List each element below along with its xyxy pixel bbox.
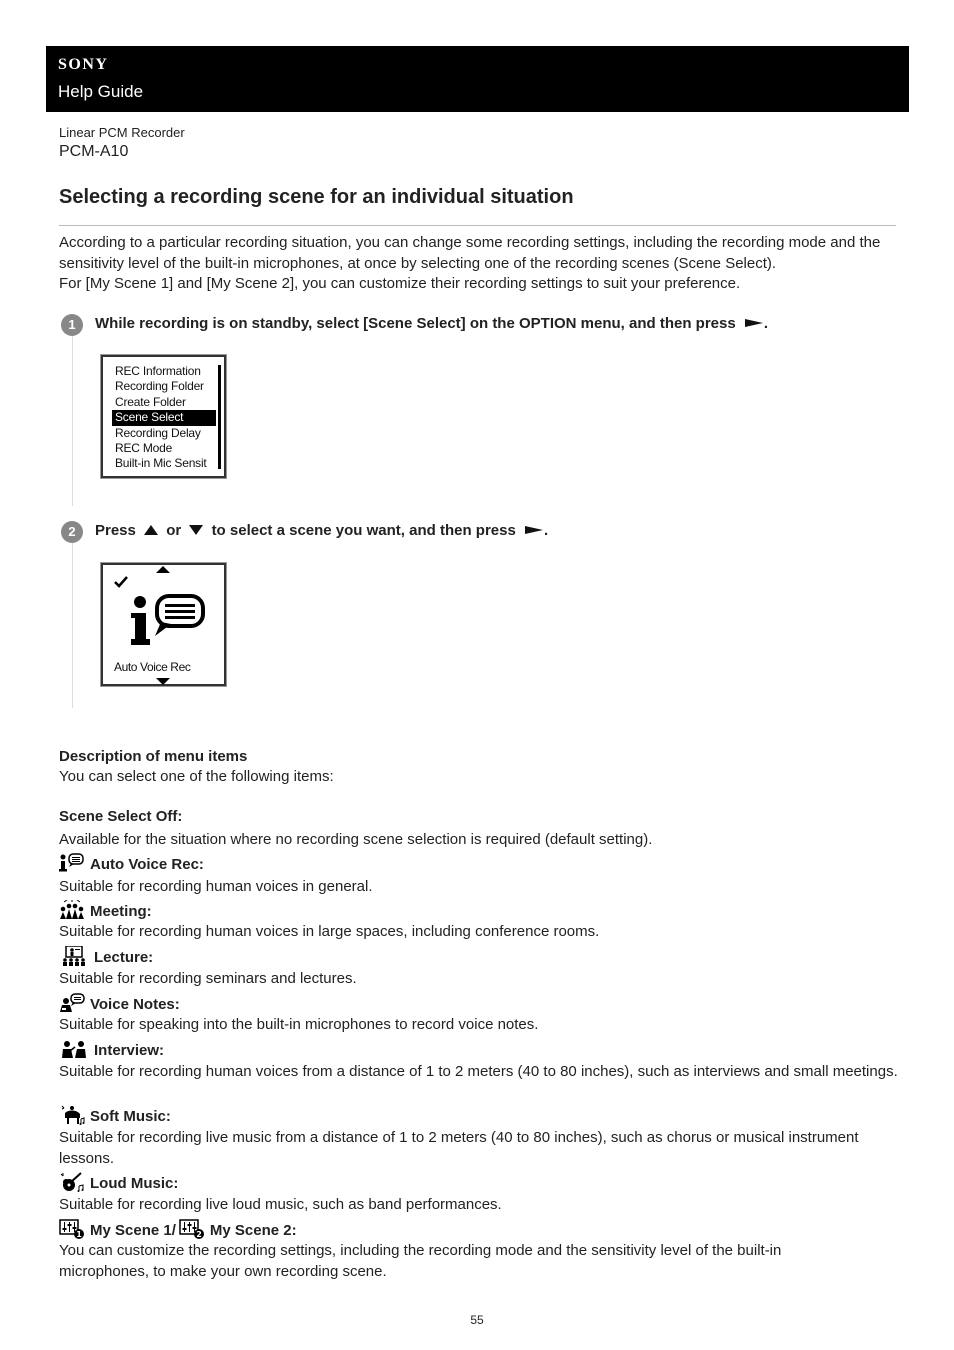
step-1-text: While recording is on standby, select [Scene Select] on the OPTION menu, and then press xyxy=(95,315,736,332)
item-interview-label: Interview: xyxy=(94,1042,165,1059)
menu-item-scene-select[interactable]: Scene Select xyxy=(112,410,216,425)
item-auto-voice-rec xyxy=(59,853,204,874)
meeting-icon xyxy=(59,900,85,920)
item-interview-text: Suitable for recording human voices from a distance of 1 to 2 meters (40 to 80 inches), such as interviews and small meetings. xyxy=(59,1063,898,1080)
item-scene-select-off-text: Available for the situation where no recording scene selection is required (default setting). xyxy=(59,831,653,848)
my-scene-1-icon xyxy=(59,1219,85,1239)
help-guide-header xyxy=(46,46,909,112)
scene-label: Auto Voice Rec xyxy=(114,660,191,674)
scroll-up-arrow-icon[interactable] xyxy=(156,566,170,573)
intro-paragraph-1: According to a particular recording situation, you can change some recording settings, including the recording mode and the sensitivity level of the built-in microphones, at once by selecting one of the recording scenes (Scene Select). xyxy=(59,234,881,272)
my-scene-2-icon xyxy=(179,1219,205,1239)
item-loud-music xyxy=(59,1172,178,1193)
page-title: Selecting a recording scene for an individual situation xyxy=(59,186,574,208)
step-2-number: 2 xyxy=(61,521,83,543)
option-menu-list xyxy=(112,364,216,472)
menu-item-recording-folder[interactable]: Recording Folder xyxy=(115,379,204,394)
item-soft-music-label: Soft Music: xyxy=(90,1108,171,1125)
step-2-connector xyxy=(72,543,73,708)
product-model: PCM-A10 xyxy=(59,143,129,160)
help-guide-title: Help Guide xyxy=(58,82,144,101)
up-arrow-icon xyxy=(143,524,159,536)
auto-voice-rec-icon xyxy=(59,853,85,873)
soft-music-icon xyxy=(59,1105,85,1125)
option-menu-screen xyxy=(101,355,226,478)
play-button-icon xyxy=(744,318,764,328)
checkmark-icon xyxy=(113,575,129,589)
down-arrow-icon xyxy=(188,524,204,536)
item-meeting-label: Meeting: xyxy=(90,903,152,920)
step-1-period: . xyxy=(763,315,769,332)
product-category: Linear PCM Recorder xyxy=(59,125,185,140)
play-button-icon xyxy=(524,525,544,535)
item-lecture-text: Suitable for recording seminars and lectures. xyxy=(59,970,357,987)
description-heading: Description of menu items xyxy=(59,748,248,765)
step-2-text: to select a scene you want, and then press xyxy=(211,522,516,539)
step-2-or: or xyxy=(166,522,182,539)
step-1-number: 1 xyxy=(61,314,83,336)
item-interview xyxy=(59,1039,164,1060)
menu-item-rec-mode[interactable]: REC Mode xyxy=(115,441,173,456)
item-meeting-text: Suitable for recording human voices in large spaces, including conference rooms. xyxy=(59,923,600,940)
title-divider xyxy=(59,225,896,226)
lecture-icon xyxy=(59,946,89,966)
menu-item-rec-information[interactable]: REC Information xyxy=(115,364,201,378)
item-loud-music-label: Loud Music: xyxy=(90,1175,179,1192)
step-2-press: Press xyxy=(95,522,136,539)
step-2-instruction xyxy=(95,522,548,539)
loud-music-icon xyxy=(59,1172,85,1192)
svg-text:2: 2 xyxy=(196,1230,202,1239)
item-soft-music-text: Suitable for recording live music from a distance of 1 to 2 meters (40 to 80 inches), such as chorus or musical instrument lessons. xyxy=(59,1129,859,1167)
item-auto-voice-rec-text: Suitable for recording human voices in general. xyxy=(59,878,373,895)
scene-select-screen xyxy=(101,563,226,686)
item-voice-notes-text: Suitable for speaking into the built-in microphones to record voice notes. xyxy=(59,1016,539,1033)
sony-logo: SONY xyxy=(58,56,109,73)
interview-icon xyxy=(59,1039,89,1059)
item-my-scene-text: You can customize the recording settings, including the recording mode and the sensitivity level of the built-in microphones, to make your own recording scene. xyxy=(59,1242,782,1280)
item-my-scene xyxy=(59,1219,297,1240)
item-soft-music xyxy=(59,1105,171,1126)
item-auto-voice-rec-label: Auto Voice Rec: xyxy=(90,856,204,873)
scroll-down-arrow-icon[interactable] xyxy=(156,678,170,685)
item-scene-select-off-label: Scene Select Off: xyxy=(59,808,183,825)
step-1-instruction xyxy=(95,315,768,332)
item-lecture xyxy=(59,946,153,967)
item-meeting xyxy=(59,900,152,921)
step-2-period: . xyxy=(544,522,549,539)
item-voice-notes-label: Voice Notes: xyxy=(90,996,180,1013)
menu-item-builtin-mic-sensit[interactable]: Built-in Mic Sensit xyxy=(115,456,207,471)
voice-notes-icon xyxy=(59,993,85,1013)
menu-item-create-folder[interactable]: Create Folder xyxy=(115,394,186,409)
item-my-scene-1-label: My Scene 1/ xyxy=(90,1222,176,1239)
description-subheading: You can select one of the following items: xyxy=(59,768,334,785)
menu-scrollbar[interactable] xyxy=(218,365,221,469)
item-voice-notes xyxy=(59,993,180,1014)
step-1-connector xyxy=(72,336,73,506)
item-lecture-label: Lecture: xyxy=(94,949,154,966)
svg-text:1: 1 xyxy=(76,1230,82,1239)
page-number: 55 xyxy=(470,1313,484,1327)
item-my-scene-2-label: My Scene 2: xyxy=(209,1222,297,1239)
item-loud-music-text: Suitable for recording live loud music, such as band performances. xyxy=(59,1196,502,1213)
intro-paragraph-2: For [My Scene 1] and [My Scene 2], you can customize their recording settings to suit your preference. xyxy=(59,275,741,292)
auto-voice-rec-icon xyxy=(131,594,211,650)
menu-item-recording-delay[interactable]: Recording Delay xyxy=(115,425,201,440)
